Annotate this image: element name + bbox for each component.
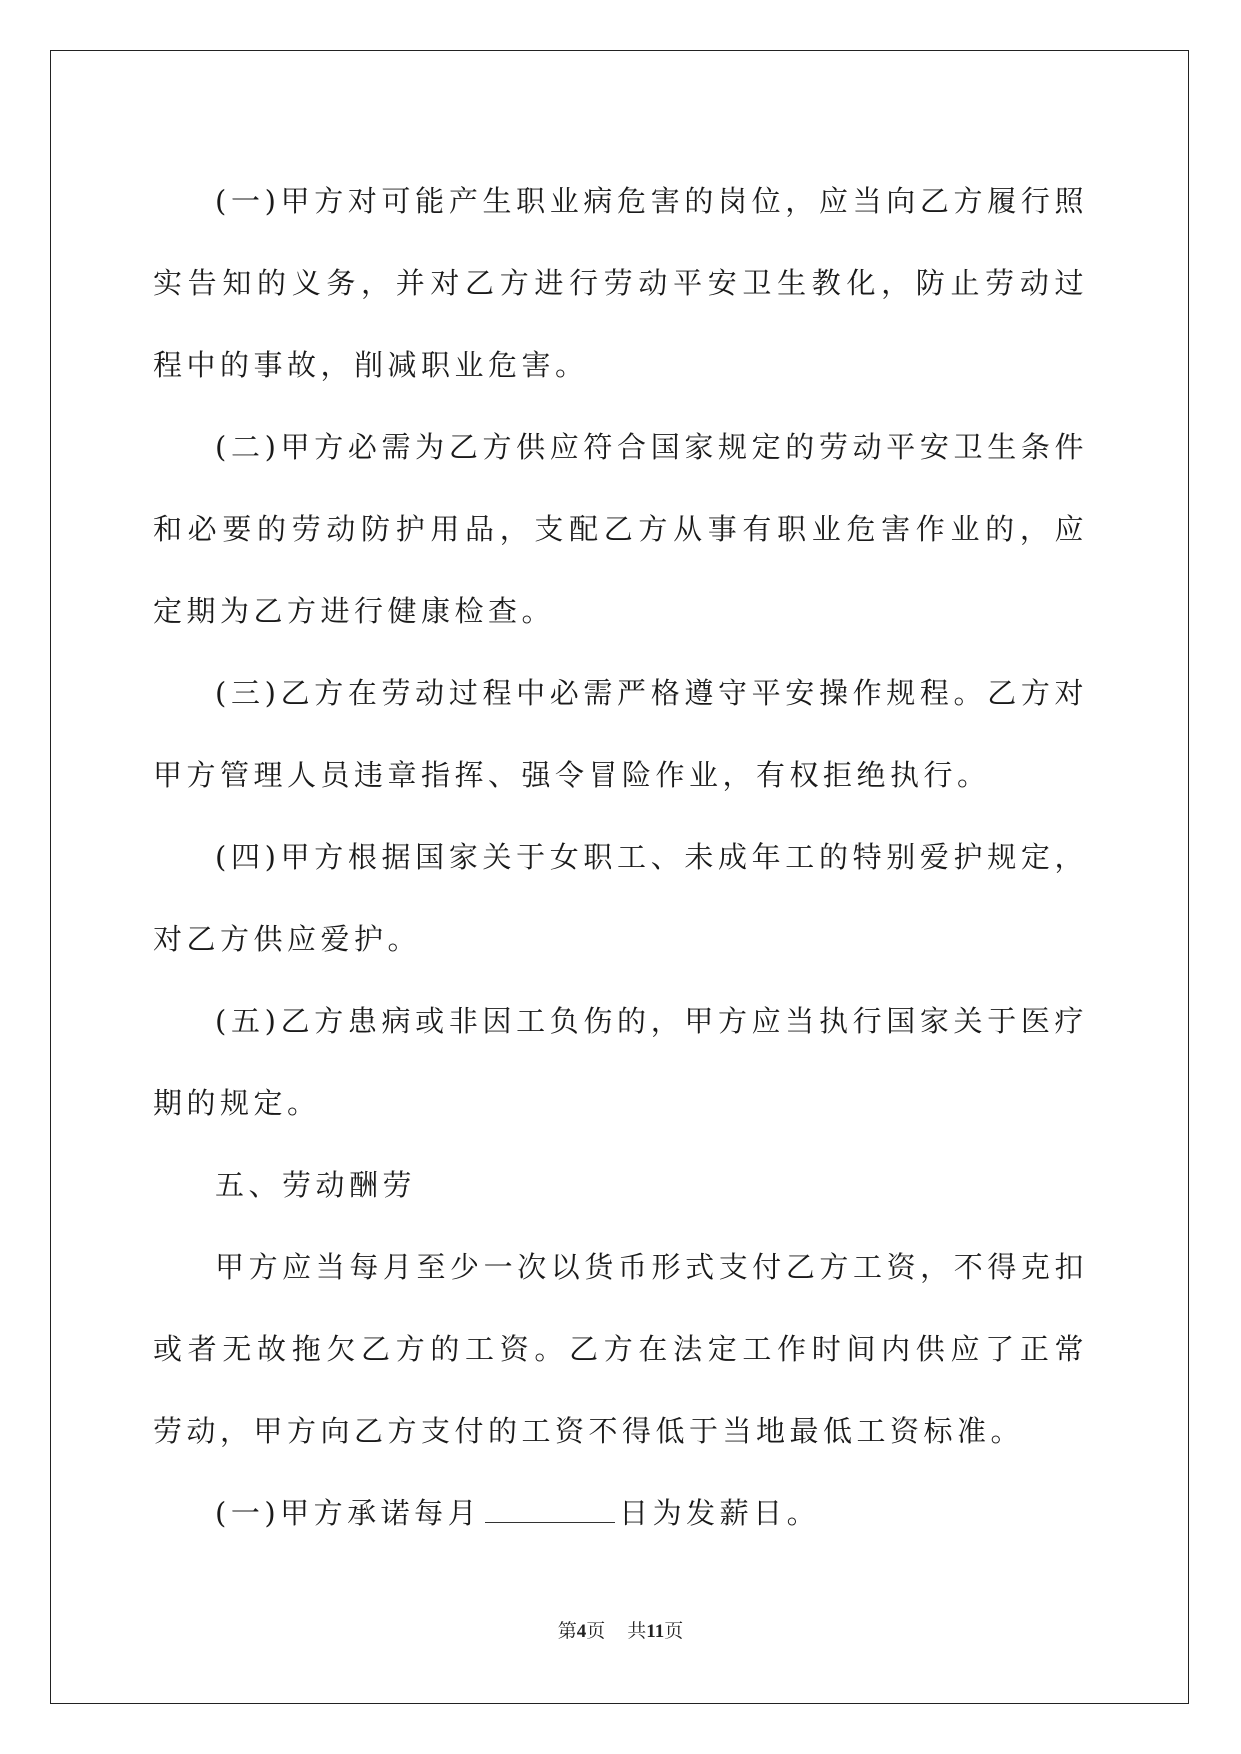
footer-total-suffix: 页	[664, 1621, 684, 1642]
footer-page-suffix: 页	[586, 1621, 606, 1642]
footer-prefix: 第	[557, 1621, 577, 1642]
paragraph-text-after-blank: 日为发薪日。	[619, 1496, 821, 1530]
paragraph-with-blank	[153, 1472, 1088, 1554]
paragraph-text-before-blank: (一)甲方承诺每月	[215, 1496, 482, 1530]
total-pages-number: 11	[646, 1621, 665, 1642]
document-body	[153, 160, 1088, 1554]
current-page-number: 4	[576, 1621, 587, 1642]
paragraph: (三)乙方在劳动过程中必需严格遵守平安操作规程。乙方对甲方管理人员违章指挥、强令冒险作业，有权拒绝执行。	[153, 676, 1088, 792]
footer-total-prefix: 共	[627, 1621, 647, 1642]
paragraph: (五)乙方患病或非因工负伤的，甲方应当执行国家关于医疗期的规定。	[153, 1004, 1088, 1120]
paragraph: (四)甲方根据国家关于女职工、未成年工的特别爱护规定，对乙方供应爱护。	[153, 840, 1088, 956]
section-heading: 五、劳动酬劳	[215, 1168, 417, 1202]
paragraph: (二)甲方必需为乙方供应符合国家规定的劳动平安卫生条件和必要的劳动防护用品，支配乙方从事有职业危害作业的，应定期为乙方进行健康检查。	[153, 430, 1088, 628]
paragraph: (一)甲方对可能产生职业病危害的岗位，应当向乙方履行照实告知的义务，并对乙方进行劳动平安卫生教化，防止劳动过程中的事故，削减职业危害。	[153, 184, 1088, 382]
fill-in-blank[interactable]	[485, 1500, 615, 1523]
paragraph: 甲方应当每月至少一次以货币形式支付乙方工资，不得克扣或者无故拖欠乙方的工资。乙方在法定工作时间内供应了正常劳动，甲方向乙方支付的工资不得低于当地最低工资标准。	[153, 1250, 1088, 1448]
page-footer	[0, 1616, 1241, 1643]
